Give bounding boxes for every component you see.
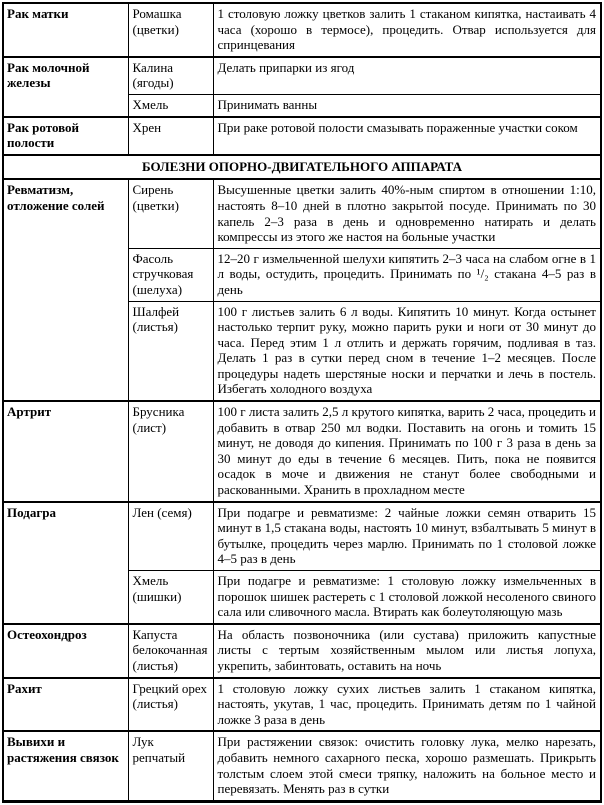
- folk-remedies-table-body: [3, 3, 601, 801]
- herb-cell: Шалфей (листья): [128, 301, 213, 401]
- instructions-cell: 1 столовую ложку цветков залить 1 стаканом кипятка, настаивать 4 часа (хорошо в термосе), процедить. Отвар используется для спринцевания: [213, 3, 601, 57]
- instructions-cell: При растяжении связок: очистить головку лука, мелко нарезать, добавить немного сахарного песка, хорошо размешать. Прикрыть толстым слоем этой смеси тряпку, наложить на больное место и перевязать. Менять раз в сутки: [213, 731, 601, 801]
- herb-cell: Лук репчатый: [128, 731, 213, 801]
- remedy-row: [3, 401, 601, 502]
- instructions-cell: При раке ротовой полости смазывать пораженные участки соком: [213, 117, 601, 155]
- condition-cell: Рак ротовой полости: [3, 117, 128, 155]
- herb-cell: Калина (ягоды): [128, 57, 213, 95]
- remedy-row: [3, 57, 601, 95]
- condition-cell: Рахит: [3, 678, 128, 732]
- herb-cell: Капуста белокочанная (листья): [128, 624, 213, 678]
- section-header: БОЛЕЗНИ ОПОРНО-ДВИГАТЕЛЬНОГО АППАРАТА: [3, 155, 601, 180]
- instructions-cell: Высушенные цветки залить 40%-ным спиртом в отношении 1:10, настоять 8–10 дней в плотно закрытой посуде. Принимать по 30 капель 2–3 раза в день и одновременно натирать и делать компрессы из этого же настоя на больные участки: [213, 179, 601, 248]
- remedy-row: [3, 3, 601, 57]
- condition-cell: Артрит: [3, 401, 128, 502]
- condition-cell: Ревматизм, отложение солей: [3, 179, 128, 401]
- remedy-row: [3, 179, 601, 248]
- instructions-cell: При подагре и ревматизме: 2 чайные ложки семян отварить 15 минут в 1,5 стакана воды, настоять 10 минут, взбалтывать 5 минут в бутылке, процедить через марлю. Принимать по 1 столовой ложке 4–5 раз в день: [213, 502, 601, 571]
- herb-cell: Фасоль стручковая (шелуха): [128, 248, 213, 301]
- herb-cell: Хмель (шишки): [128, 571, 213, 624]
- instructions-cell: 100 г листа залить 2,5 л крутого кипятка, варить 2 часа, процедить и добавить в отвар 250 мл водки. Поставить на огонь и томить 15 минут, не доводя до кипения. Принимать по 100 г 3 раза в день за 30 минут до еды в течение 6 месяцев. Пить, пока не появится осадок в моче и движения не станут более свободными и раскованными. Хранить в прохладном месте: [213, 401, 601, 502]
- instructions-cell: Делать припарки из ягод: [213, 57, 601, 95]
- condition-cell: Подагра: [3, 502, 128, 624]
- herb-cell: Хрен: [128, 117, 213, 155]
- herb-cell: Грецкий орех (листья): [128, 678, 213, 732]
- instructions-cell: На область позвоночника (или сустава) приложить капустные листы с тертым хозяйственным мылом или листья лопуха, укрепить, забинтовать, оставить на ночь: [213, 624, 601, 678]
- remedy-row: [3, 624, 601, 678]
- instructions-cell: 1 столовую ложку сухих листьев залить 1 стаканом кипятка, настоять, укутав, 1 час, процедить. Принимать детям по 1 чайной ложке 3 раза в день: [213, 678, 601, 732]
- herb-cell: Ромашка (цветки): [128, 3, 213, 57]
- herb-cell: Хмель: [128, 94, 213, 116]
- remedy-row: [3, 117, 601, 155]
- herb-cell: Лен (семя): [128, 502, 213, 571]
- instructions-cell: Принимать ванны: [213, 94, 601, 116]
- herb-cell: Сирень (цветки): [128, 179, 213, 248]
- instructions-cell: 12–20 г измельченной шелухи кипятить 2–3 часа на слабом огне в 1 л воды, остудить, процедить. Принимать по ¹/₂ стакана 4–5 раз в день: [213, 248, 601, 301]
- folk-remedies-table: [2, 2, 602, 803]
- herb-cell: Брусника (лист): [128, 401, 213, 502]
- instructions-cell: При подагре и ревматизме: 1 столовую ложку измельченных в порошок шишек растереть с 1 столовой ложкой несоленого свиного сала или сливочного масла. Втирать как болеутоляющую мазь: [213, 571, 601, 624]
- remedy-row: [3, 678, 601, 732]
- instructions-cell: 100 г листьев залить 6 л воды. Кипятить 10 минут. Когда остынет настолько терпит руку, можно парить руки и ноги от 30 минут до часа. Перед этим 1 л отлить и держать горячим, подливая в таз. Делать 1 раз в сутки перед сном в течение 1–2 месяцев. После процедуры надеть шерстяные носки и перчатки и лечь в постель. Избегать холодного воздуха: [213, 301, 601, 401]
- remedy-row: [3, 502, 601, 571]
- condition-cell: Вывихи и растяжения связок: [3, 731, 128, 801]
- condition-cell: Рак молочной железы: [3, 57, 128, 117]
- condition-cell: Остеохондроз: [3, 624, 128, 678]
- section-header-row: [3, 155, 601, 180]
- condition-cell: Рак матки: [3, 3, 128, 57]
- remedy-row: [3, 731, 601, 801]
